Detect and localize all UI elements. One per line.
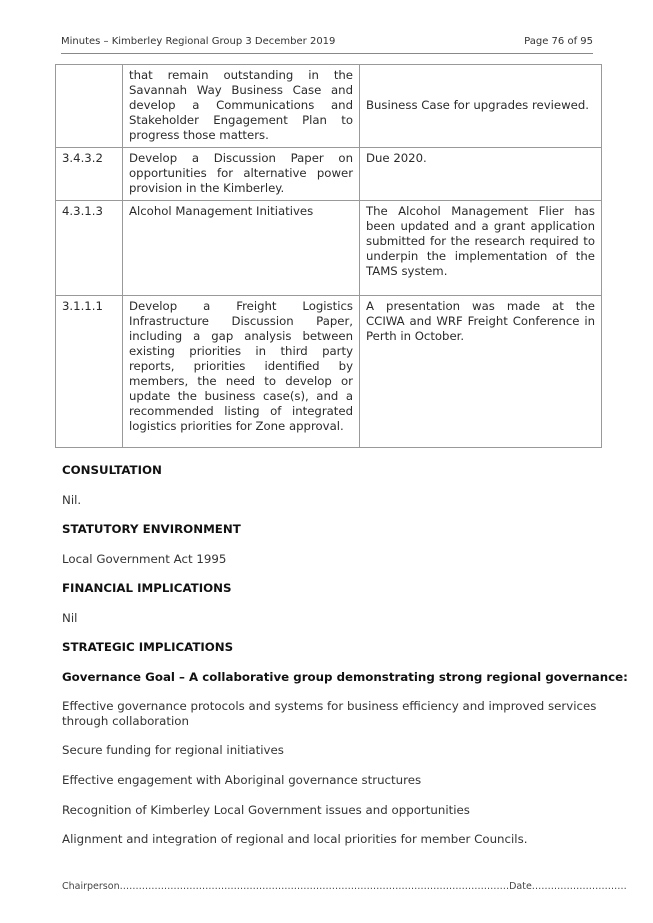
- consultation-heading: CONSULTATION: [62, 463, 162, 477]
- financial-text: Nil: [62, 611, 78, 625]
- table-row: [56, 201, 602, 296]
- ref-cell: 4.3.1.3: [56, 201, 123, 296]
- status-cell: Business Case for upgrades reviewed.: [360, 65, 602, 148]
- ref-cell: 3.4.3.2: [56, 148, 123, 201]
- goal-item: Recognition of Kimberley Local Government issues and opportunities: [62, 803, 470, 817]
- status-cell: A presentation was made at the CCIWA and WRF Freight Conference in Perth in October.: [360, 296, 602, 448]
- statutory-text: Local Government Act 1995: [62, 552, 227, 566]
- strategic-heading: STRATEGIC IMPLICATIONS: [62, 640, 234, 654]
- ref-cell: [56, 65, 123, 148]
- action-cell: that remain outstanding in the Savannah Way Business Case and develop a Communications and Stakeholder Engagement Plan to progress those matters.: [123, 65, 360, 148]
- goal-item: Effective engagement with Aboriginal governance structures: [62, 773, 422, 787]
- status-cell: Due 2020.: [360, 148, 602, 201]
- page-number: Page 76 of 95: [524, 36, 593, 47]
- governance-goal-heading: Governance Goal – A collaborative group demonstrating strong regional governance:: [62, 670, 628, 684]
- table-row: [56, 148, 602, 201]
- financial-heading: FINANCIAL IMPLICATIONS: [62, 581, 232, 595]
- action-cell: Develop a Freight Logistics Infrastructure Discussion Paper, including a gap analysis between existing priorities in third party reports, priorities identified by members, the need to develop or update the business case(s), and a recommended listing of integrated logistics priorities for Zone approval.: [123, 296, 360, 448]
- table-row: [56, 65, 602, 148]
- action-table: [55, 64, 602, 448]
- consultation-text: Nil.: [62, 493, 82, 507]
- status-cell: The Alcohol Management Flier has been updated and a grant application submitted for the research required to underpin the implementation of the TAMS system.: [360, 201, 602, 296]
- header-rule: [61, 53, 593, 54]
- goal-item: Secure funding for regional initiatives: [62, 743, 284, 757]
- goal-item: Effective governance protocols and systems for business efficiency and improved services through collaboration: [62, 699, 597, 728]
- header-title: Minutes – Kimberley Regional Group 3 December 2019: [61, 36, 336, 47]
- table-row: [56, 296, 602, 448]
- ref-cell: 3.1.1.1: [56, 296, 123, 448]
- goal-item: Alignment and integration of regional and local priorities for member Councils.: [62, 832, 528, 846]
- statutory-heading: STATUTORY ENVIRONMENT: [62, 522, 241, 536]
- chairperson-signature-line: Chairperson……………………………………………………………………………………………………………Date…………………………: [62, 881, 627, 892]
- action-cell: Develop a Discussion Paper on opportunities for alternative power provision in the Kimberley.: [123, 148, 360, 201]
- action-cell: Alcohol Management Initiatives: [123, 201, 360, 296]
